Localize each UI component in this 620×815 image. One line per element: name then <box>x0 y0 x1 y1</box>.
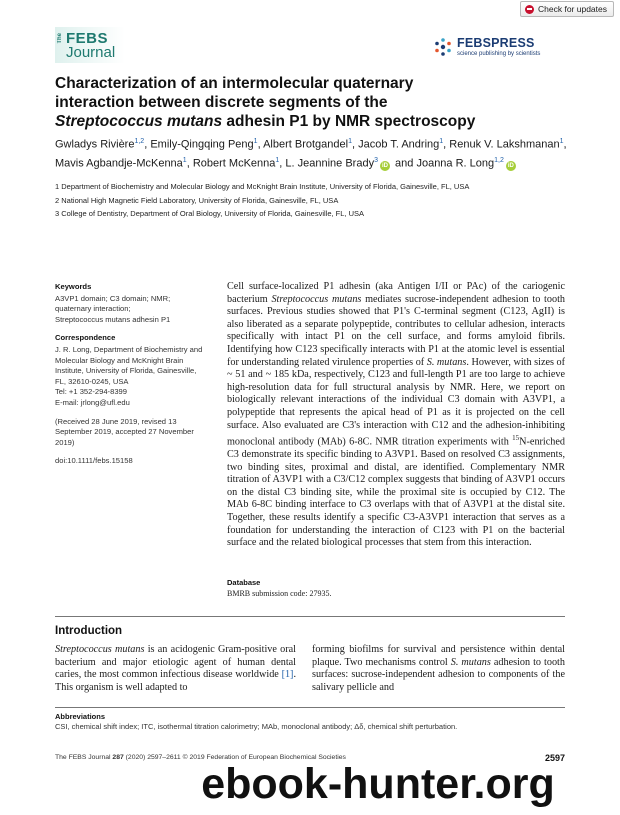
journal-logo-the: The <box>57 33 63 44</box>
affiliation-1: 1 Department of Biochemistry and Molecular Biology and McKnight Brain Institute, University of Florida, Gainesville, FL, USA <box>55 182 470 191</box>
author-name: Mavis Agbandje-McKenna <box>55 157 183 170</box>
footer-volume: 287 <box>112 754 124 761</box>
correspondence-heading: Correspondence <box>55 333 116 343</box>
database-text: BMRB submission code: 27935. <box>227 589 332 598</box>
abbreviations-heading: Abbreviations <box>55 712 106 721</box>
correspondence-line: Molecular Biology and McKnight Brain <box>55 355 184 365</box>
affiliations <box>55 180 575 221</box>
author-separator: , <box>443 138 450 151</box>
author-name: Jacob T. Andring <box>358 138 440 151</box>
affiliation-2: 2 National High Magnetic Field Laboratory, University of Florida, Gainesville, FL, USA <box>55 195 339 205</box>
keywords-line-3: Streptococcus mutans adhesin P1 <box>55 314 171 324</box>
keywords-line-1: A3VP1 domain; C3 domain; NMR; <box>55 293 171 303</box>
author-affiliation-sup: 1 <box>253 138 258 145</box>
author-affiliation-sup: 1 <box>439 138 444 145</box>
author-separator: , <box>186 157 193 170</box>
abstract-part: mediates sucrose-independent adhesion to tooth surfaces. Previous studies showed that P1's C-terminal segment (C123, AgII) is also liberated as a separate polypeptide, contributes to cellular adhesion, interacts specifically with intact P1 on the cell surface, and forms amyloid fibrils. Identifying how C123 specifically interacts with P1 at the atomic level is essential for understanding related virulence properties of <box>227 293 565 368</box>
isotope-superscript: 15 <box>512 434 520 443</box>
author-list <box>55 134 575 171</box>
author-name: L. Jeannine Brady <box>285 157 375 170</box>
journal-logo-banner <box>55 27 125 63</box>
author-affiliation-sup: 1,2 <box>134 138 145 145</box>
introduction-column-2 <box>312 644 565 694</box>
correspondence-line: FL, 32610-0245, USA <box>55 376 129 386</box>
author-affiliation-sup: 1,2 <box>494 156 504 164</box>
page-number: 2597 <box>544 753 565 763</box>
orcid-icon[interactable]: iD <box>381 163 388 170</box>
received-line: September 2019, accepted 27 November <box>55 427 194 437</box>
febs-press-tagline: science publishing by scientists <box>457 51 541 57</box>
abbreviations-text: CSI, chemical shift index; ITC, isothermal titration calorimetry; MAb, monoclonal antibody; Δδ, chemical shift perturbation. <box>55 722 458 731</box>
author-name: Joanna R. Long <box>416 157 495 170</box>
abstract-organism: Streptococcus mutans <box>271 293 362 305</box>
orcid-icon[interactable]: iD <box>507 163 514 170</box>
article-sidebar <box>55 282 213 467</box>
title-line-3 <box>55 112 565 131</box>
author-name: Emily-Qingqing Peng <box>150 138 254 151</box>
correspondence-phone: Tel: +1 352-294-8399 <box>55 387 127 397</box>
correspondence-line: J. R. Long, Department of Biochemistry and <box>55 344 203 354</box>
check-for-updates-button[interactable] <box>520 1 614 17</box>
author-affiliation-sup: 3 <box>374 156 378 164</box>
author-name: Renuk V. Lakshmanan <box>449 138 560 151</box>
author-separator: and <box>391 157 417 170</box>
abstract-part: N-enriched C3 demonstrate its specific binding to A3VP1. Based on resolved C3 assignments, two binding sites, proximal and distal, are identified. Complementary NMR titration of A3VP1 with a C3/C12 complex suggests that binding of A3VP1 occurs on the distal C3 binding site, while the proximal site is occupied by C12. The MAb 6-8C binding interface to C3 overlaps with that of A3VP1 at the distal site. Together, these results identify a specific C3-A3VP1 interaction that serves as a foundation for understanding the interaction of C123 with P1 on the bacterial surface and the related biological processes that stem from this interaction. <box>227 436 565 549</box>
intro-organism: Streptococcus mutans <box>55 644 145 655</box>
intro-organism-short: S. mutans <box>450 656 491 668</box>
febs-press-dots-icon <box>433 37 453 57</box>
author-separator: , <box>352 138 359 151</box>
intro-text: adhesion to tooth surfaces: sucrose-independent adhesion to components of the salivary pellicle and <box>312 656 565 693</box>
section-divider <box>55 616 565 617</box>
article-title <box>55 74 565 131</box>
doi-link[interactable]: doi:10.1111/febs.15158 <box>55 456 133 466</box>
keywords-heading: Keywords <box>55 282 92 291</box>
abstract-text <box>227 281 565 550</box>
abstract-part: Cell surface-localized P1 adhesin (aka Antigen I/II or PAc) of the cariogenic bacterium <box>227 281 565 305</box>
abstract-organism-short: S. mutans <box>426 356 467 368</box>
journal-logo-journal: Journal <box>66 44 116 61</box>
author-separator: , <box>563 138 567 151</box>
correspondence-email[interactable]: E-mail: jrlong@ufl.edu <box>55 397 130 407</box>
author-separator: , <box>279 157 286 170</box>
keywords-line-2: quaternary interaction; <box>55 304 131 314</box>
intro-text: . This organism is well adapted to <box>55 669 296 693</box>
author-separator: , <box>144 138 151 151</box>
database-heading: Database <box>227 578 261 587</box>
introduction-heading: Introduction <box>55 625 123 637</box>
title-line-1: Characterization of an intermolecular quaternary <box>55 75 414 92</box>
watermark-text: ebook-hunter.org <box>201 760 555 808</box>
author-name: Albert Brotgandel <box>263 138 349 151</box>
author-affiliation-sup: 1 <box>559 138 564 145</box>
intro-text: forming biofilms for survival and persistence within dental plaque. Two mechanisms control <box>312 644 565 668</box>
author-affiliation-sup: 1 <box>275 156 280 164</box>
author-separator: , <box>257 138 264 151</box>
title-line-3-rest: adhesin P1 by NMR spectroscopy <box>222 113 476 130</box>
correspondence-line: Institute, University of Florida, Gainesville, <box>55 366 197 376</box>
check-updates-icon <box>525 5 534 14</box>
author-affiliation-sup: 1 <box>348 138 352 145</box>
author-name: Robert McKenna <box>192 157 276 170</box>
intro-text: is an acidogenic Gram-positive oral bacterium and major etiologic agent of human dental caries, the most common infectious disease worldwide <box>55 644 297 681</box>
febs-press-logo <box>433 34 553 64</box>
abbreviations-divider <box>55 707 565 708</box>
journal-logo-febs: FEBS <box>66 30 109 47</box>
check-for-updates-label: Check for updates <box>538 4 607 14</box>
watermark <box>138 760 618 810</box>
footer-journal: The FEBS Journal <box>55 754 113 761</box>
footer-rest: (2020) 2597–2611 © 2019 Federation of European Biochemical Societies <box>123 754 346 761</box>
introduction-column-1 <box>55 644 296 694</box>
received-line: 2019) <box>55 437 75 447</box>
author-name: Gwladys Rivière <box>55 138 135 151</box>
title-organism: Streptococcus mutans <box>55 113 223 130</box>
abstract-part: . However, with sizes of ~ 51 and ~ 185 kDa, respectively, C123 and full-length P1 are too large to achieve high-resolution data for full structural analysis by NMR. Here, we report on biologically relevant interactions of the individual C3 domain with A3VP1, a polypeptide that represents the apical head of P1 as it is projected on the cell surface. Also evaluated are C3's interaction with C12 and the adhesion-inhibiting monoclonal antibody (MAb) 6-8C. NMR titration experiments with <box>227 356 565 448</box>
febs-press-name: FEBSPRESS <box>457 36 535 50</box>
author-affiliation-sup: 1 <box>182 156 187 164</box>
received-line: (Received 28 June 2019, revised 13 <box>55 416 177 426</box>
title-line-2: interaction between discrete segments of the <box>55 94 388 111</box>
affiliation-3: 3 College of Dentistry, Department of Oral Biology, University of Florida, Gainesville, FL, USA <box>55 209 365 218</box>
reference-link-1[interactable]: [1] <box>281 669 294 681</box>
